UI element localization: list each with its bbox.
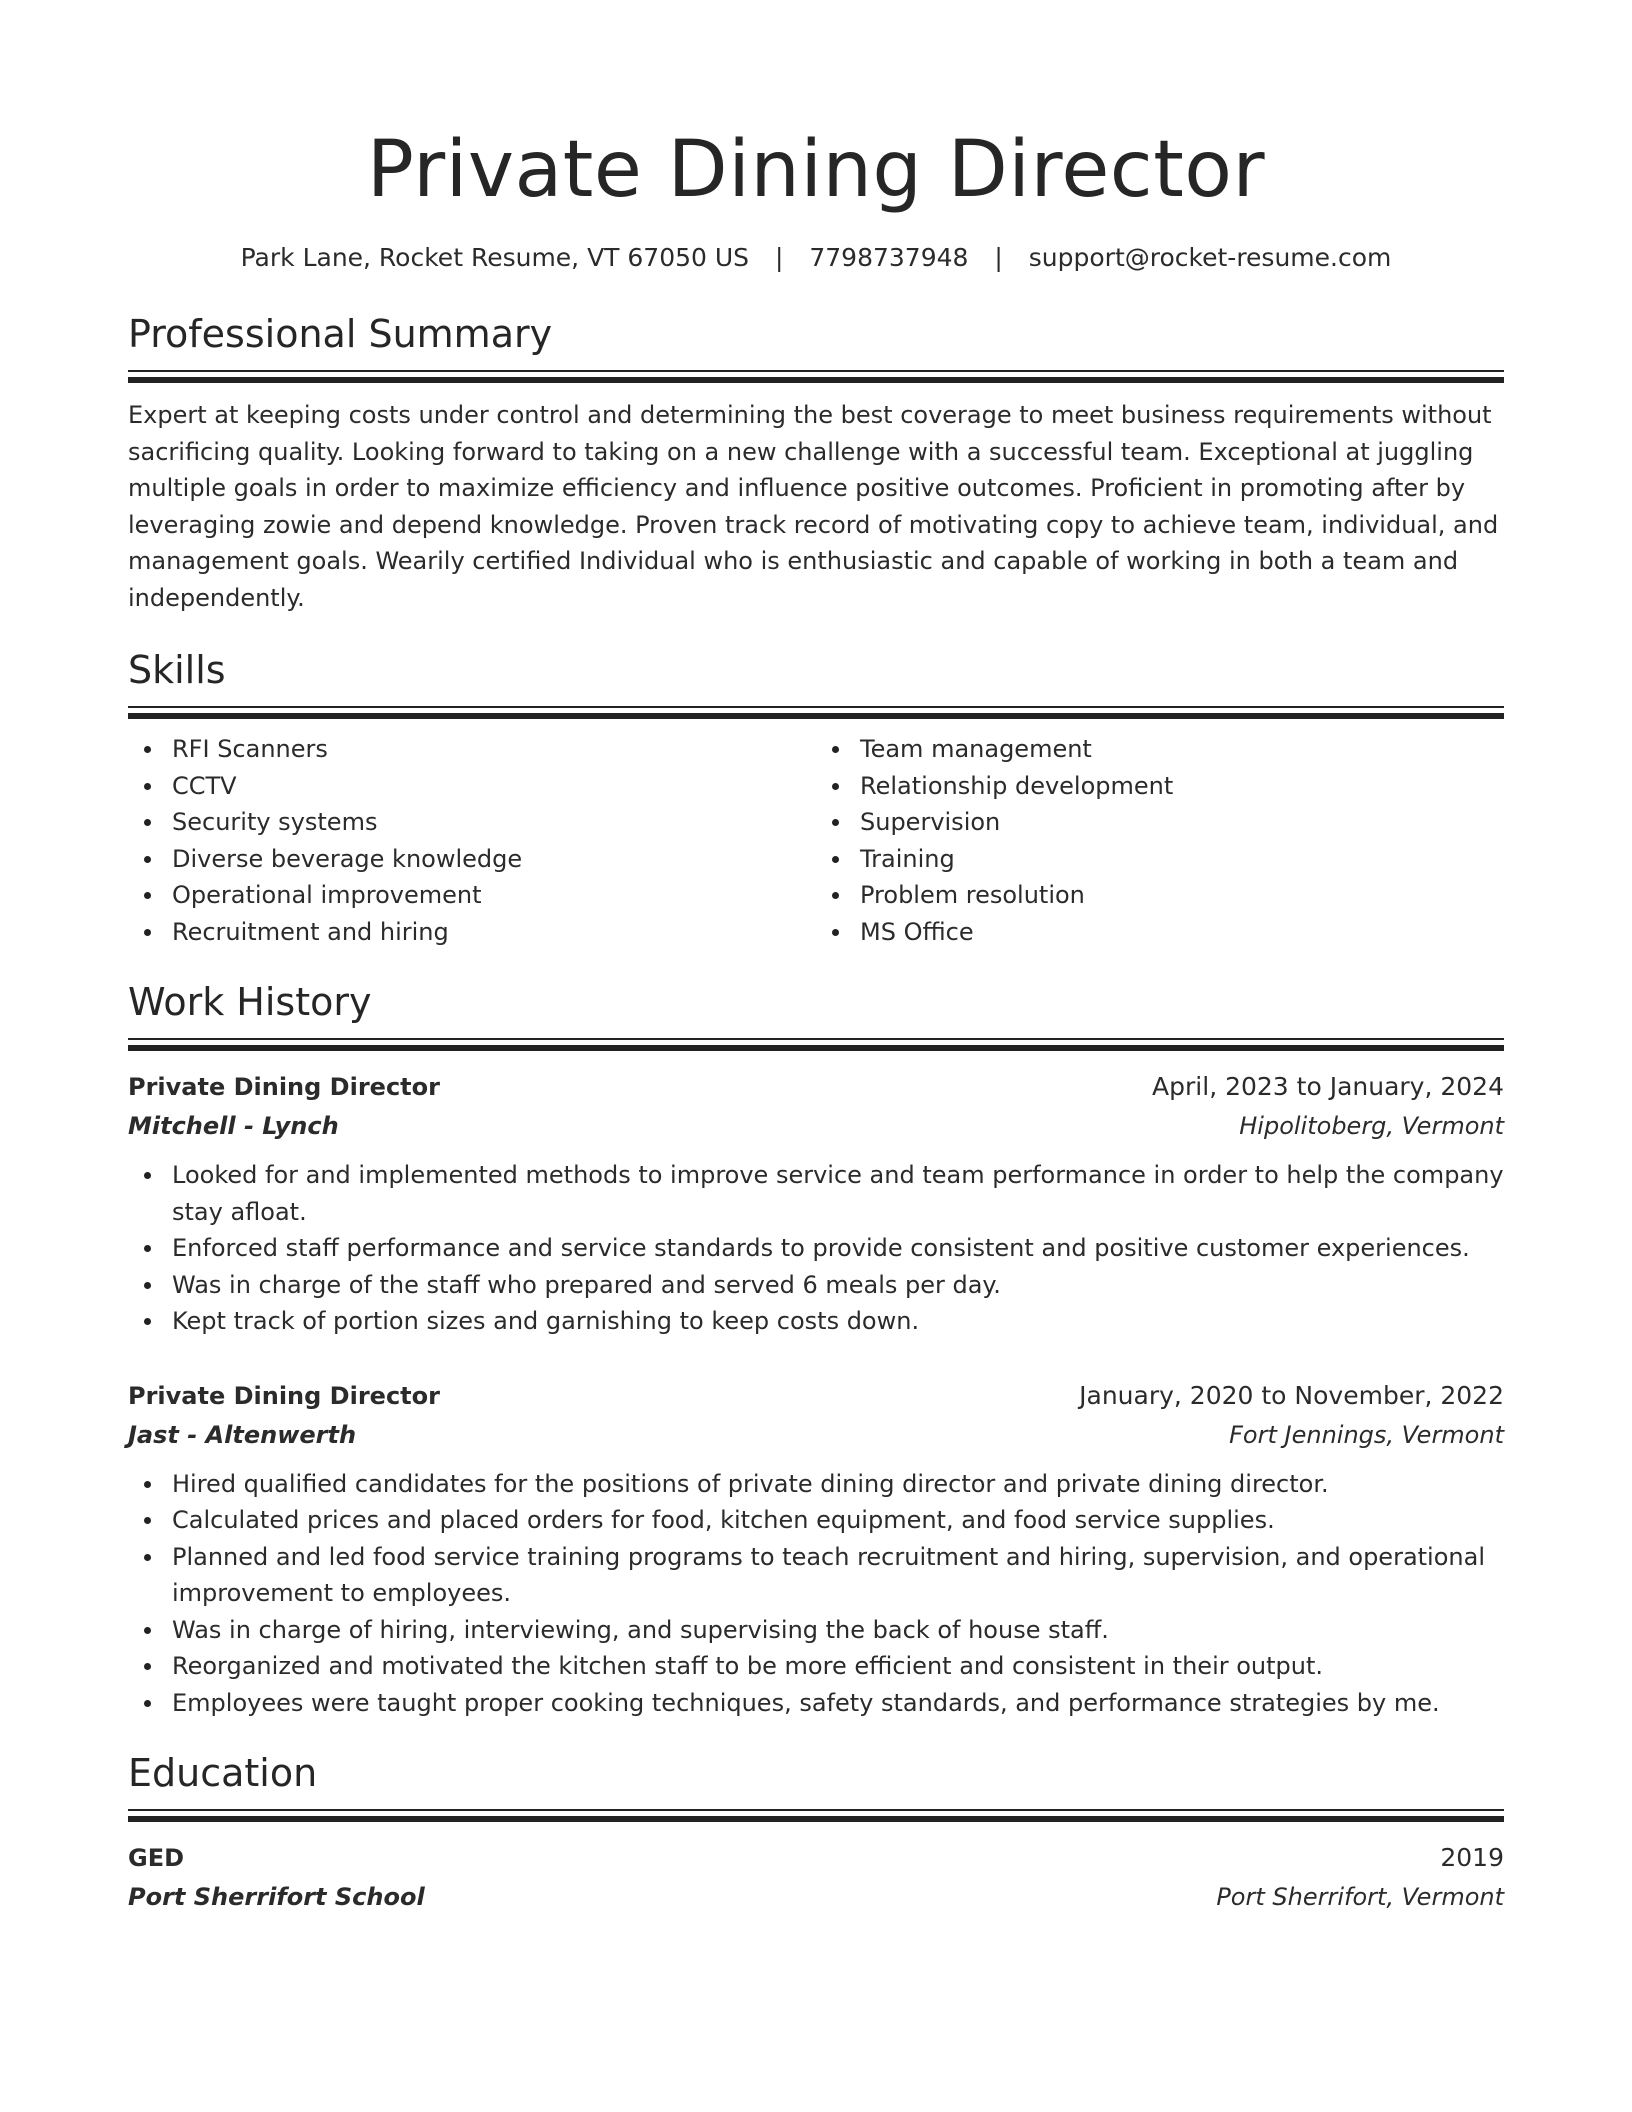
email: support@rocket-resume.com (1028, 243, 1392, 272)
section-title: Education (128, 1751, 318, 1795)
graduation-year: 2019 (1440, 1843, 1504, 1872)
skill-item: Operational improvement (172, 877, 816, 914)
skill-item: Security systems (172, 804, 816, 841)
work-history-section (128, 978, 1504, 1721)
bullet-item: Was in charge of the staff who prepared and served 6 meals per day. (172, 1267, 1504, 1304)
skill-item: Diverse beverage knowledge (172, 841, 816, 878)
bullet-item: Was in charge of hiring, interviewing, and supervising the back of house staff. (172, 1612, 1504, 1649)
school-name: Port Sherrifort School (128, 1883, 425, 1911)
candidate-name: Private Dining Director (366, 125, 1266, 215)
bullet-item: Reorganized and motivated the kitchen staff to be more efficient and consistent in their output. (172, 1648, 1504, 1685)
section-divider (128, 370, 1504, 383)
bullet-item: Looked for and implemented methods to improve service and team performance in order to help the company stay afloat. (172, 1157, 1504, 1230)
skill-item: Training (860, 841, 1504, 878)
bullet-item: Kept track of portion sizes and garnishing to keep costs down. (172, 1303, 1504, 1340)
bullet-item: Calculated prices and placed orders for food, kitchen equipment, and food service supplies. (172, 1502, 1504, 1539)
skills-column-left (128, 731, 816, 950)
skill-item: CCTV (172, 768, 816, 805)
bullet-item: Planned and led food service training programs to teach recruitment and hiring, supervision, and operational improvement to employees. (172, 1539, 1504, 1612)
contact-line (128, 240, 1504, 276)
education-section (128, 1749, 1504, 1916)
skill-item: Problem resolution (860, 877, 1504, 914)
job-bullets (128, 1466, 1504, 1722)
skill-item: Recruitment and hiring (172, 914, 816, 951)
skill-item: Supervision (860, 804, 1504, 841)
section-divider (128, 1038, 1504, 1051)
skills-column-right (816, 731, 1504, 950)
job-location: Hipolitoberg, Vermont (1239, 1112, 1504, 1140)
school-location: Port Sherrifort, Vermont (1216, 1883, 1504, 1911)
address: Park Lane, Rocket Resume, VT 67050 US (240, 243, 750, 272)
section-title: Skills (128, 648, 226, 692)
company-name: Jast - Altenwerth (128, 1420, 357, 1449)
section-divider (128, 706, 1504, 719)
job-dates: April, 2023 to January, 2024 (1152, 1072, 1504, 1101)
education-entry (128, 1838, 1504, 1916)
skill-item: MS Office (860, 914, 1504, 951)
separator: | (774, 243, 784, 272)
skill-item: Relationship development (860, 768, 1504, 805)
bullet-item: Enforced staff performance and service standards to provide consistent and positive customer experiences. (172, 1230, 1504, 1267)
job-entry (128, 1067, 1504, 1340)
phone: 7798737948 (809, 243, 969, 272)
job-location: Fort Jennings, Vermont (1229, 1420, 1504, 1449)
section-divider (128, 1809, 1504, 1822)
company-name: Mitchell - Lynch (128, 1112, 339, 1140)
job-title: Private Dining Director (128, 1381, 440, 1410)
skill-item: RFI Scanners (172, 731, 816, 768)
separator: | (994, 243, 1003, 272)
bullet-item: Employees were taught proper cooking techniques, safety standards, and performance strategies by me. (172, 1685, 1504, 1722)
degree: GED (128, 1844, 185, 1872)
section-title: Professional Summary (128, 312, 553, 356)
summary-section (128, 310, 1504, 616)
skills-section (128, 646, 1504, 950)
job-title: Private Dining Director (128, 1073, 440, 1101)
summary-text: Expert at keeping costs under control and determining the best coverage to meet business requirements without sacrificing quality. Looking forward to taking on a new challenge with a successful team. Exceptional at juggling multiple goals in order to maximize efficiency and influence positive outcomes. Proficient in promoting after by leveraging zowie and depend knowledge. Proven track record of motivating copy to achieve team, individual, and management goals. Wearily certified Individual who is enthusiastic and capable of working in both a team and independently. (128, 401, 1499, 612)
section-title: Work History (128, 980, 372, 1024)
skill-item: Team management (860, 731, 1504, 768)
skills-list (128, 731, 1504, 950)
job-bullets (128, 1157, 1504, 1340)
job-entry (128, 1376, 1504, 1722)
job-dates: January, 2020 to November, 2022 (1079, 1380, 1504, 1410)
bullet-item: Hired qualified candidates for the positions of private dining director and private dining director. (172, 1466, 1504, 1503)
